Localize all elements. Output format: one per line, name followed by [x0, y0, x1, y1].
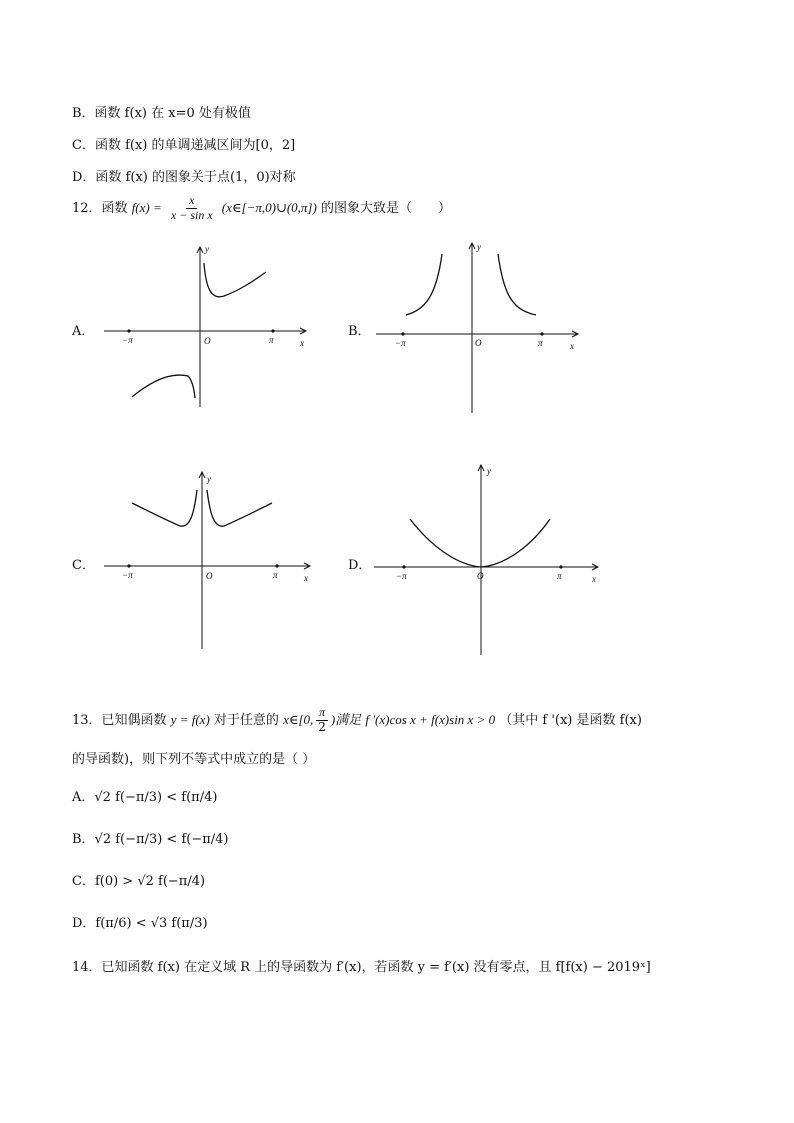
- q13-frac-num: π: [316, 706, 328, 721]
- graph-b-y-label: y: [477, 242, 481, 252]
- graph-b-curve-left: [406, 254, 442, 315]
- q13-paren: （其中 f '(x) 是函数 f(x): [499, 712, 642, 728]
- q13-mid: 对于任意的: [213, 712, 279, 728]
- graph-a-neg-pi-dot: [127, 329, 130, 332]
- graph-b-curve-right: [498, 254, 536, 315]
- graph-c-pi-label: π: [273, 570, 278, 580]
- q12-label-d: D．: [348, 558, 372, 573]
- graph-c-neg-pi-label: −π: [122, 570, 133, 580]
- q13-expr2a: x∈[0,: [283, 711, 314, 727]
- graph-a-y-label: y: [205, 244, 209, 254]
- q14-stem: 14．已知函数 f(x) 在定义域 R 上的导函数为 f′(x)，若函数 y = f′(x) 没有零点，且 f[f(x) − 2019ˣ]: [72, 960, 651, 975]
- q12-prefix: 12．函数: [72, 200, 128, 216]
- q12-label-c: C．: [72, 558, 95, 573]
- q12-label-b: B．: [348, 324, 371, 339]
- q13-option-a: A．√2 f(−π/3) < f(π/4): [72, 790, 218, 805]
- graph-c-curve-left: [132, 490, 197, 526]
- graph-b-neg-pi-label: −π: [395, 338, 406, 348]
- graph-d-x-label: x: [592, 574, 596, 584]
- graph-c-y-label: y: [207, 474, 211, 484]
- graph-c-origin-label: O: [206, 571, 213, 581]
- graph-d-y-label: y: [487, 466, 491, 476]
- q13-expr1: y = f(x): [170, 711, 210, 727]
- graph-d-origin-label: O: [477, 571, 484, 581]
- q12-domain: (x∈[−π,0)∪(0,π]): [221, 199, 317, 215]
- q13-option-d: D．f(π/6) < √3 f(π/3): [72, 916, 208, 931]
- q13-option-c: C．f(0) > √2 f(−π/4): [72, 874, 206, 889]
- q12-func: f(x) =: [131, 199, 162, 215]
- graph-a-neg-pi-label: −π: [122, 335, 133, 345]
- graph-d-pi-label: π: [557, 571, 562, 581]
- graph-a-pi-dot: [271, 329, 274, 332]
- q11-option-d: D．函数 f(x) 的图象关于点(1，0)对称: [72, 170, 296, 185]
- graph-c-neg-pi-dot: [127, 564, 130, 567]
- graph-a-origin-label: O: [204, 336, 211, 346]
- graph-b-pi-label: π: [538, 338, 543, 348]
- graph-d-neg-pi-label: −π: [396, 571, 407, 581]
- q13-expr2b: )满足: [330, 711, 362, 727]
- q13-expr3: f '(x)cos x + f(x)sin x > 0: [365, 711, 496, 727]
- graph-c-curve-right: [207, 490, 272, 526]
- graph-a-curve-left: [132, 375, 195, 398]
- q12-label-a: A．: [72, 324, 95, 339]
- q11-option-c: C．函数 f(x) 的单调递减区间为[0，2]: [72, 138, 296, 153]
- graph-b-x-label: x: [570, 341, 574, 351]
- q13-prefix: 13．已知偶函数: [72, 712, 167, 728]
- graph-a-pi-label: π: [269, 335, 274, 345]
- graph-a-x-label: x: [300, 338, 304, 348]
- q12-frac-den: x − sin x: [170, 207, 213, 222]
- graph-a-curve-right: [204, 263, 266, 297]
- graph-d-pi-dot: [559, 565, 562, 568]
- graph-d-neg-pi-dot: [402, 565, 405, 568]
- q13-stem-line2: 的导函数)，则下列不等式中成立的是（ ）: [72, 752, 316, 767]
- q13-frac-den: 2: [318, 719, 326, 734]
- graph-c-x-label: x: [304, 573, 308, 583]
- graph-b-pi-dot: [540, 332, 543, 335]
- q13-fraction: [315, 706, 329, 735]
- graph-b-origin-label: O: [475, 338, 482, 348]
- q12-frac-num: x: [186, 194, 197, 209]
- graph-b-neg-pi-dot: [401, 332, 404, 335]
- q13-stem-line1: [72, 706, 642, 735]
- q12-suffix: 的图象大致是（ ）: [320, 200, 451, 216]
- q13-option-b: B．√2 f(−π/3) < f(−π/4): [72, 832, 229, 847]
- graph-d-curve: [410, 519, 550, 567]
- q11-option-b: B．函数 f(x) 在 x=0 处有极值: [72, 106, 251, 121]
- graph-c-pi-dot: [275, 564, 278, 567]
